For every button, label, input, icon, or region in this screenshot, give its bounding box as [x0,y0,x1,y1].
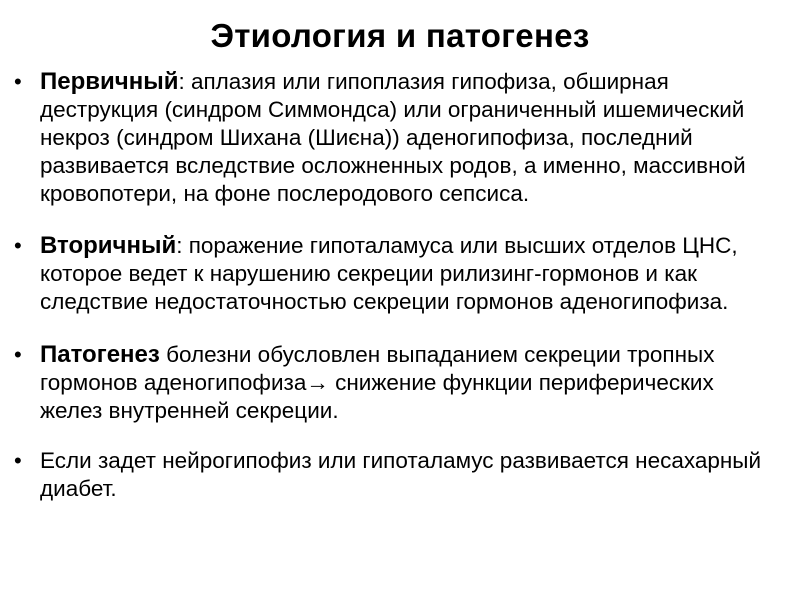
bullet-lead-pathogenesis: Патогенез [40,341,160,368]
slide-title: Этиология и патогенез [210,17,590,54]
bullet-lead-primary: Первичный [40,68,179,95]
bullet-item-diabetes [10,447,770,503]
bullet-text-primary: : аплазия или гипоплазия гипофиза, обширная деструкция (синдром Симмондса) или ограниченный ишемический некроз (синдром Шихана (Шиєна)) аденогипофиза, последний развивается вследствие осложненных родов, а именно, массивной кровопотери, на фоне послеродового сепсиса. [40,69,746,206]
bullet-item-secondary [10,232,770,316]
bullet-text-secondary: : поражение гипоталамуса или высших отделов ЦНС, которое ведет к нарушению секреции рилизинг-гормонов и как следствие недостаточностью секреции гормонов аденогипофиза. [40,233,738,314]
bullet-dot-icon: • [14,69,22,94]
bullet-item-pathogenesis [10,341,770,425]
bullet-text-pathogenesis: болезни обусловлен выпаданием секреции тропных гормонов аденогипофиза→ снижение функции периферических желез внутренней секреции. [40,342,715,423]
bullet-dot-icon: • [14,233,22,258]
bullet-list [10,68,770,503]
bullet-text-diabetes: Если задет нейрогипофиз или гипоталамус развивается несахарный диабет. [40,448,762,501]
bullet-item-primary [10,68,770,208]
bullet-dot-icon: • [14,342,22,367]
bullet-dot-icon: • [14,448,22,473]
bullet-lead-secondary: Вторичный [40,232,177,259]
